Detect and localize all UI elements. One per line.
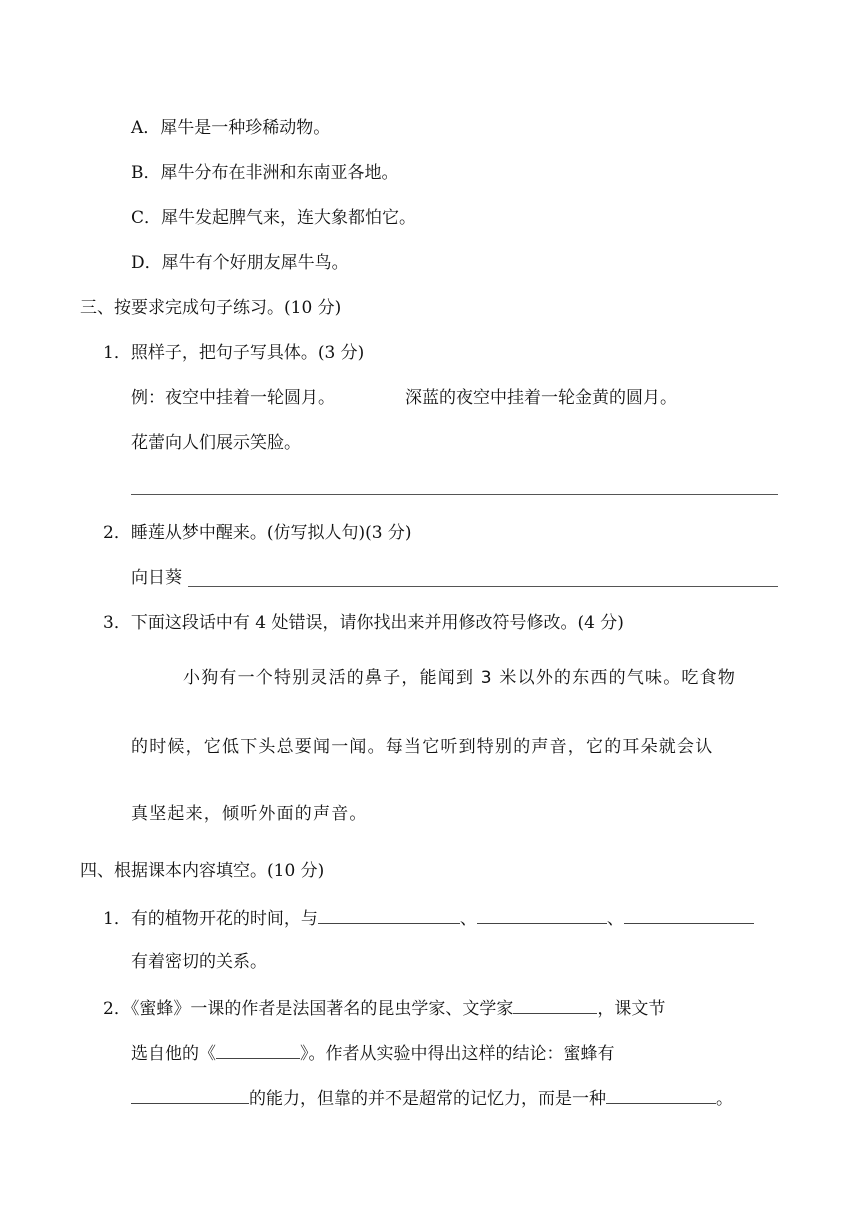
passage-line-1: 小狗有一个特别灵活的鼻子，能闻到 3 米以外的东西的气味。吃食物 bbox=[183, 668, 737, 688]
q4-1-sep-1: 、 bbox=[459, 909, 477, 929]
option-b: B．犀牛分布在非洲和东南亚各地。 bbox=[131, 163, 399, 183]
q4-1-sep-2: 、 bbox=[606, 909, 624, 929]
q4-2-blank-book[interactable] bbox=[216, 1041, 300, 1059]
example-original: 例：夜空中挂着一轮圆月。 bbox=[131, 388, 335, 408]
q4-2-blank-ability-type[interactable] bbox=[606, 1086, 716, 1104]
q4-2-text-3-end: 。 bbox=[716, 1089, 733, 1109]
passage-line-3: 真坚起来，倾听外面的声音。 bbox=[131, 804, 368, 824]
q4-1-line1 bbox=[103, 906, 754, 930]
q4-2-text-1: 2．《蜜蜂》一课的作者是法国著名的昆虫学家、文学家 bbox=[103, 999, 514, 1019]
passage-line-2: 的时候，它低下头总要闻一闻。每当它听到特别的声音，它的耳朵就会认 bbox=[131, 737, 714, 757]
q3-1-answer-line[interactable] bbox=[131, 494, 778, 495]
q4-2-text-1-end: ，课文节 bbox=[597, 999, 666, 1019]
option-c: C．犀牛发起脾气来，连大象都怕它。 bbox=[131, 208, 417, 228]
q3-1-label: 1．照样子，把句子写具体。(3 分) bbox=[103, 343, 365, 363]
q3-2-answer-line[interactable] bbox=[188, 586, 778, 587]
q4-2-line2 bbox=[131, 1041, 615, 1065]
q4-2-text-3-mid: 的能力，但靠的并不是超常的记忆力，而是一种 bbox=[249, 1089, 606, 1109]
q4-2-line1 bbox=[103, 996, 665, 1020]
q4-2-blank-ability[interactable] bbox=[131, 1086, 249, 1104]
q4-1-blank-2[interactable] bbox=[477, 906, 607, 924]
example-expanded: 深蓝的夜空中挂着一轮金黄的圆月。 bbox=[405, 388, 677, 408]
q4-1-blank-3[interactable] bbox=[624, 906, 754, 924]
q4-1-text: 1．有的植物开花的时间，与 bbox=[103, 909, 318, 929]
q4-2-blank-author[interactable] bbox=[513, 996, 597, 1014]
q4-1-blank-1[interactable] bbox=[318, 906, 460, 924]
q4-1-line2: 有着密切的关系。 bbox=[131, 952, 267, 972]
q4-2-text-2: 选自他的《 bbox=[131, 1044, 216, 1064]
option-d: D．犀牛有个好朋友犀牛鸟。 bbox=[131, 253, 349, 273]
q4-2-line3 bbox=[131, 1086, 733, 1110]
q3-1-prompt: 花蕾向人们展示笑脸。 bbox=[131, 433, 301, 453]
q3-1-example bbox=[131, 387, 677, 409]
q3-3-label: 3．下面这段话中有 4 处错误，请你找出来并用修改符号修改。(4 分) bbox=[103, 613, 624, 633]
q3-2-label: 2．睡莲从梦中醒来。(仿写拟人句)(3 分) bbox=[103, 523, 412, 543]
q4-2-text-2-mid: 》。作者从实验中得出这样的结论：蜜蜂有 bbox=[300, 1044, 615, 1064]
section-3-title: 三、按要求完成句子练习。(10 分) bbox=[80, 298, 342, 318]
section-4-title: 四、根据课本内容填空。(10 分) bbox=[80, 861, 325, 881]
option-a: A．犀牛是一种珍稀动物。 bbox=[131, 118, 331, 138]
q3-2-prompt: 向日葵 bbox=[131, 568, 182, 588]
